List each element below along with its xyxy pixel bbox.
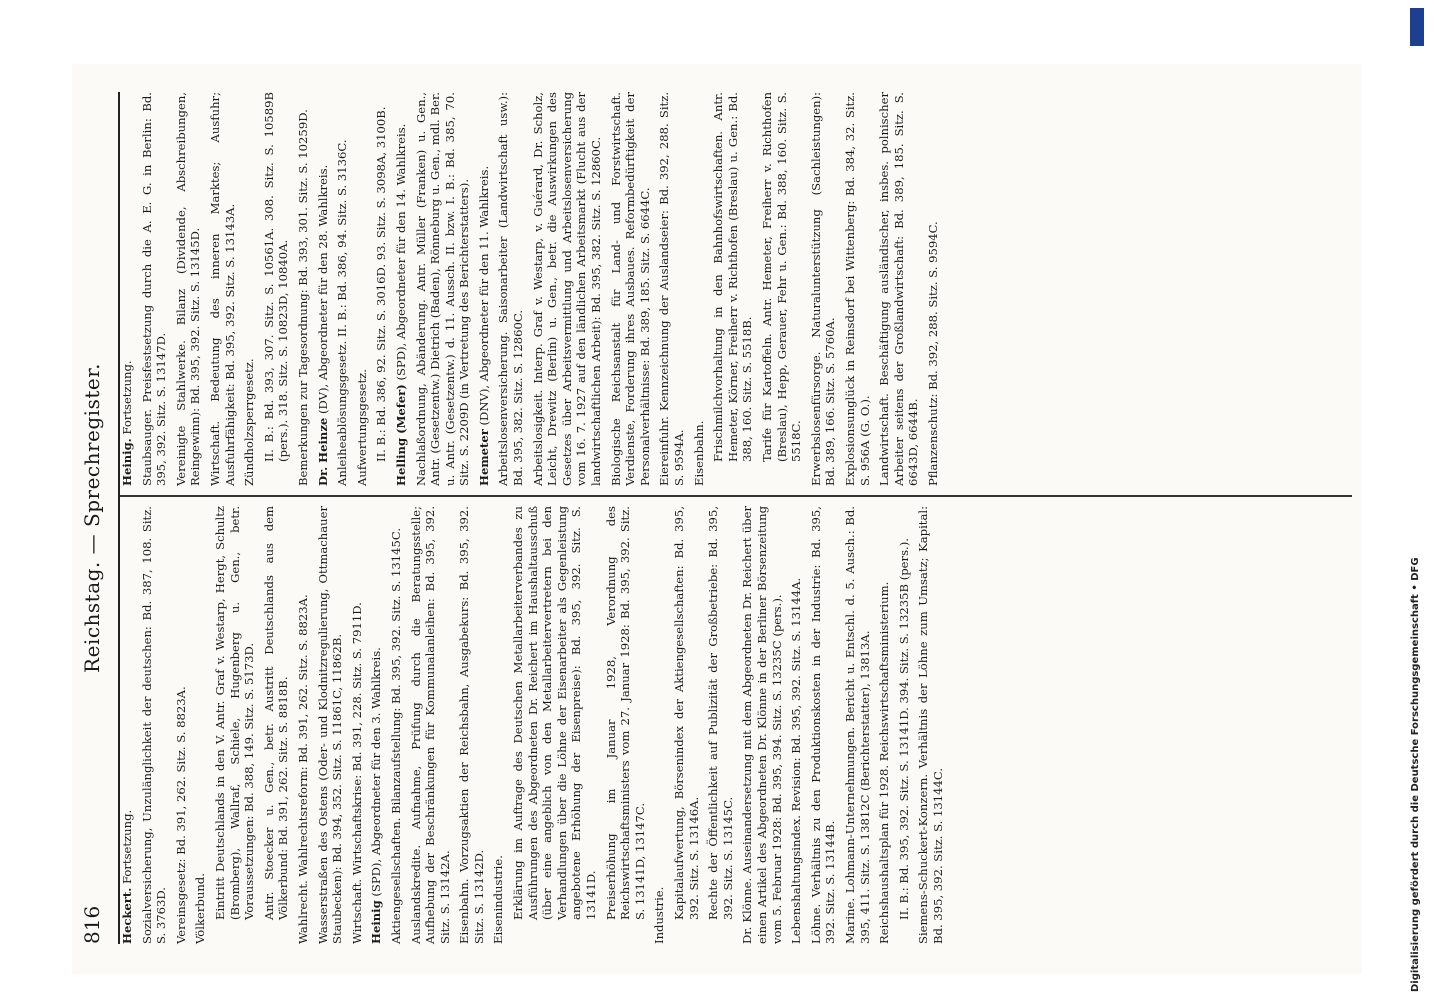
entry-text: Erklärung im Auftrage des Deutschen Metallarbeiterverbandes zu Ausführungen des Abgeordneten Dr. Reichert im Haushaltausschuß (über eine angeblich von den Metallarbeitervertretern bei den Verhandlungen über die Löhne der Eisenarbeiter als Gegenleistung angebotene Erhöhung der Eisenpreise): Bd. 395, 392. Sitz. S. 13141D. — [511, 506, 599, 920]
register-entry — [316, 92, 331, 486]
entry-text: Landwirtschaft. Beschäftigung ausländischer, insbes. polnischer Arbeiter seitens der Großlandwirtschaft: Bd. 389, 185. Sitz. S. 6643D, 6644B. — [877, 92, 921, 486]
entry-text: Frischmilchvorhaltung in den Bahnhofswirtschaften. Antr. Hemeter, Körner, Freiherr v. Richthofen (Breslau) u. Gen.: Bd. 388, 160. Sitz. S. 5518B. — [711, 92, 755, 462]
register-entry — [897, 506, 912, 920]
scanned-page — [72, 64, 1362, 974]
entry-text: II. B.: Bd. 386, 92. Sitz. S. 3016D. 93. Sitz. S. 3098A, 3100B. — [374, 106, 389, 462]
entry-text: Sozialversicherung, Unzulänglichkeit der deutschen: Bd. 387, 108. Sitz. S. 3763D. — [139, 506, 169, 944]
register-entry — [511, 506, 599, 920]
entry-heading: Heinig. — [120, 438, 134, 486]
register-entry — [140, 92, 169, 486]
digitization-sidebar — [1410, 8, 1424, 992]
entry-text: Wahlrecht. Wahlrechtsreform: Bd. 391, 262. Sitz. S. 8823A. — [295, 594, 310, 944]
register-entry — [604, 506, 648, 920]
entry-text: Biologische Reichsanstalt für Land- und Forstwirtschaft. Verdienste, Forderung ihres Ausbaues. Reformbedürftigkeit der Personalverhältnisse: Bd. 389, 185. Sitz. S. 6644C. — [608, 92, 652, 486]
register-entry — [335, 92, 350, 486]
entry-text: II. B.: Bd. 395, 392. Sitz. S. 13141D. 394. Sitz. S. 13235B (pers.). — [896, 538, 911, 920]
register-entry — [692, 92, 707, 486]
entry-text: Reichshaushaltsplan für 1928. Reichswirtschaftsministerium. — [877, 581, 892, 944]
entry-text: Tarife für Kartoffeln. Antr. Hemeter, Freiherr v. Richthofen (Breslau), Hepp, Gerauer, Fehr u. Gen.: Bd. 388, 160. Sitz. S. 5518C. — [759, 92, 804, 462]
entry-text: Auslandskredite. Aufnahme, Prüfung durch die Beratungsstelle; Aufhebung der Beschränkungen für Kommunalanleihen: Bd. 395, 392. Sitz. S. 13142A. — [408, 506, 452, 944]
entry-text: Nachlaßordnung, Abänderung. Antr. Müller (Franken) u. Gen., Antr. (Gesetzentw.) Dietrich (Baden), Rönneburg u. Gen., mdl. Ber. u. Antr. (Gesetzentw.) d. 11. Aussch. II. bzw. I. B.: Bd. 385, 70. Sitz. S. 2209D (in Vertretung des Berichterstatters). — [413, 92, 472, 486]
entry-text: II. B.: Bd. 393, 307. Sitz. S. 10561A. 308. Sitz. S. 10589B (pers.). 318. Sitz. S. 10823D, 10840A. — [261, 92, 291, 462]
entry-text: Vereinsgesetz: Bd. 391, 262. Sitz. S. 8823A. — [173, 686, 188, 944]
register-entry — [242, 92, 257, 486]
register-entry — [809, 506, 838, 944]
entry-text: Bemerkungen zur Tagesordnung: Bd. 393, 301. Sitz. S. 10259D. — [295, 109, 310, 486]
entry-text: Eiereinfuhr. Kennzeichnung der Auslandseier: Bd. 392, 288. Sitz. S. 9594A. — [657, 92, 686, 486]
entry-text: Völkerbund. — [193, 873, 208, 944]
entry-heading: Dr. Heinze — [315, 417, 330, 486]
entry-text: Fortsetzung. — [120, 360, 134, 435]
register-entry — [609, 92, 653, 486]
entry-text: (SPD), Abgeordneter für den 14. Wahlkreis. — [393, 123, 408, 381]
register-entry — [657, 92, 686, 486]
register-entry — [789, 506, 804, 944]
entry-text: Pflanzenschutz: Bd. 392, 288. Sitz. S. 9594C. — [925, 221, 940, 486]
entry-text: Siemens-Schuckert-Konzern. Verhältnis der Löhne zum Umsatz; Kapital: Bd. 395, 392. Sitz. S. 13144C. — [916, 506, 945, 944]
entry-text: Explosionsunglück in Reinsdorf bei Wittenberg: Bd. 384, 32. Sitz. S. 956A (G. O.). — [842, 92, 872, 486]
register-entry — [843, 92, 872, 486]
register-columns — [120, 92, 1352, 944]
register-entry — [457, 506, 486, 944]
entry-text: Wirtschaft. Wirtschaftskrise: Bd. 391, 228. Sitz. S. 7911D. — [349, 602, 364, 944]
register-entry — [296, 92, 311, 486]
entry-text: (DV), Abgeordneter für den 28. Wahlkreis. — [315, 164, 330, 415]
entry-heading: Heinig — [369, 900, 384, 944]
entry-text: Löhne. Verhältnis zu den Produktionskosten in der Industrie: Bd. 395, 392. Sitz. S. 13144B. — [808, 506, 838, 944]
register-entry — [120, 506, 135, 944]
entry-text: Staubsauger. Preisfestsetzung durch die A. E. G. in Berlin: Bd. 395, 392. Sitz. S. 13147D. — [139, 92, 169, 486]
entry-text: Vereinigte Stahlwerke. Bilanz (Dividende, Abschreibungen, Reingewinn): Bd. 395, 392. Sitz. S. 13145D. — [173, 92, 203, 486]
register-entry — [140, 506, 169, 944]
dfg-logo — [1410, 8, 1424, 46]
register-entry — [374, 92, 389, 462]
register-entry — [414, 92, 472, 486]
entry-text: Industrie. — [652, 886, 667, 944]
page-content — [72, 64, 1362, 974]
register-entry — [389, 506, 404, 944]
register-entry — [296, 506, 311, 944]
register-entry — [316, 506, 345, 944]
entry-text: Erwerbslosenfürsorge. Naturalunterstützung (Sachleistungen): Bd. 389, 166. Sitz. S. 5760A. — [808, 92, 838, 486]
register-entry — [877, 506, 892, 944]
entry-text: Aktiengesellschaften. Bilanzaufstellung: Bd. 395, 392. Sitz. S. 13145C. — [388, 527, 403, 944]
entry-heading: Helling (Mefer) — [393, 384, 408, 486]
entry-text: Wirtschaft. Bedeutung des inneren Marktes; Ausfuhr; Ausfuhrfähigkeit: Bd. 395, 392. Sitz. S. 13143A. — [207, 92, 237, 486]
register-entry — [355, 92, 370, 486]
register-entry — [843, 506, 872, 944]
register-entry — [369, 506, 384, 944]
register-entry — [409, 506, 453, 944]
right-column — [120, 92, 1352, 486]
register-entry — [213, 506, 257, 920]
register-entry — [350, 506, 365, 944]
register-entry — [877, 92, 921, 486]
entry-text: Eisenbahn. — [691, 420, 706, 486]
entry-heading: Heckert. — [120, 887, 134, 944]
register-entry — [174, 92, 203, 486]
entry-text: Rechte der Öffentlichkeit auf Publizität der Großbetriebe: Bd. 395, 392. Sitz. S. 13145C. — [706, 506, 735, 920]
register-entry — [120, 92, 135, 486]
register-entry — [652, 506, 667, 944]
entry-text: (SPD), Abgeordneter für den 3. Wahlkreis. — [369, 647, 384, 897]
entry-text: Kapitalaufwertung, Börsenindex der Aktiengesellschaften: Bd. 395, 392. Sitz. S. 13146A. — [672, 506, 701, 920]
register-entry — [711, 92, 755, 462]
entry-text: Preiserhöhung im Januar 1928, Verordnung des Reichswirtschaftsministers vom 27. Januar 1928: Bd. 395, 392. Sitz. S. 13141D, 13147C. — [603, 506, 647, 920]
register-entry — [760, 92, 804, 462]
entry-text: Zündholzsperrgesetz. — [242, 358, 257, 486]
entry-text: Antr. Stoecker u. Gen., betr. Austritt Deutschlands aus dem Völkerbund: Bd. 391, 262. Sitz. S. 8818B. — [261, 506, 291, 920]
register-entry — [496, 92, 525, 486]
register-entry — [491, 506, 506, 944]
register-entry — [531, 92, 604, 486]
register-entry — [208, 92, 237, 486]
register-entry — [174, 506, 189, 944]
register-entry — [706, 506, 735, 920]
page-title: Reichstag. — Sprechregister. — [80, 363, 104, 673]
column-divider — [120, 496, 1352, 498]
entry-text: Arbeitslosenversicherung. Saisonarbeiter (Landwirtschaft usw.): Bd. 395, 382. Sitz. S. 12860C. — [496, 92, 526, 486]
entry-text: Lebenshaltungsindex. Revision: Bd. 395, 392. Sitz. S. 13144A. — [789, 577, 804, 944]
entry-text: Eisenindustrie. — [491, 855, 506, 944]
entry-text: Fortsetzung. — [120, 809, 134, 884]
entry-text: Aufwertungsgesetz. — [354, 369, 369, 486]
register-entry — [809, 92, 838, 486]
register-entry — [262, 506, 291, 920]
register-entry — [672, 506, 701, 920]
register-entry — [394, 92, 409, 486]
register-entry — [916, 506, 945, 944]
entry-text: Marine. Lohmann-Unternehmungen. Bericht u. Entschl. d. 5. Ausch.: Bd. 395, 411. Sitz. S. 13812C (Berichterstatter), 13813A. — [842, 506, 872, 944]
entry-text: Dr. Klönne. Auseinandersetzung mit dem Abgeordneten Dr. Reichert über einen Artikel des Abgeordneten Dr. Klönne in der Berliner Börsenzeitung vom 5. Februar 1928: Bd. 395, 394. Sitz. S. 13235C (pers.). — [740, 506, 784, 944]
entry-heading: Hemeter — [476, 429, 491, 486]
entry-text: Eisenbahn. Vorzugsaktien der Reichsbahn, Ausgabekurs: Bd. 395, 392. Sitz. S. 13142D. — [457, 506, 486, 944]
entry-text: Arbeitslosigkeit. Interp. Graf v. Westarp, v. Guérard, Dr. Scholz, Leicht, Drewitz (Berlin) u. Gen., betr. die Auswirkungen des Gesetzes über Arbeitsvermittlung und Arbeitslosenversicherung vom 16. 7. 1927 auf den ländlichen Arbeitsmarkt (Flucht aus der landwirtschaftlichen Arbeit): Bd. 395, 382. Sitz. S. 12860C. — [530, 92, 604, 486]
page-number: 816 — [80, 905, 104, 944]
entry-text: Anleiheablösungsgesetz. II. B.: Bd. 386, 94. Sitz. S. 3136C. — [335, 139, 350, 486]
left-column — [120, 506, 1352, 944]
register-entry — [477, 92, 492, 486]
entry-text: Wasserstraßen des Ostens (Oder- und Klodnitzregulierung, Ottmachauer Staubecken): Bd. 394, 352. Sitz. S. 11861C, 11862B. — [315, 506, 345, 944]
register-entry — [740, 506, 784, 944]
digitization-credit: Digitalisierung gefördert durch die Deutsche Forschungsgemeinschaft • DFG — [1410, 557, 1421, 992]
entry-text: Eintritt Deutschlands in den V. Antr. Graf v. Westarp, Hergt, Schultz (Bromberg), Wallraf, Schiele, Hugenberg u. Gen., betr. Voraussetzungen: Bd. 388, 149. Sitz. S. 5173D. — [212, 506, 257, 920]
register-entry — [262, 92, 291, 462]
page-header — [80, 92, 112, 944]
register-entry — [926, 92, 941, 486]
register-entry — [193, 506, 208, 944]
entry-text: (DNV), Abgeordneter für den 11. Wahlkreis. — [476, 165, 491, 426]
